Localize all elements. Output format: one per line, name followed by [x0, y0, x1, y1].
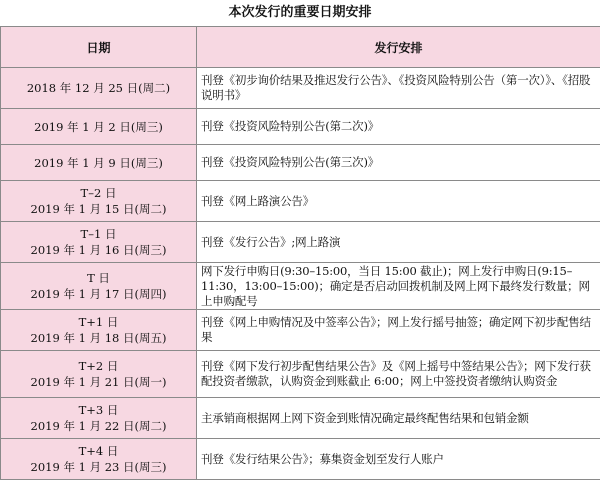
table-row: [1, 68, 600, 109]
table-row: [1, 310, 600, 351]
table-row: [1, 109, 600, 145]
date-text: 2019 年 1 月 16 日(周三): [5, 242, 192, 258]
day-label: T+4 日: [5, 443, 192, 459]
table-row: [1, 145, 600, 181]
date-text: 2019 年 1 月 21 日(周一): [5, 374, 192, 390]
arrangement-cell: 网下发行申购日(9:30–15:00，当日 15:00 截止)；网上发行申购日(9:15–11:30，13:00–15:00)；确定是否启动回拨机制及网上网下最终发行数量；网上申购配号: [197, 263, 600, 310]
day-label: T+3 日: [5, 402, 192, 418]
date-text: 2019 年 1 月 23 日(周三): [5, 459, 192, 475]
date-text: 2019 年 1 月 15 日(周二): [5, 201, 192, 217]
date-cell: [1, 351, 197, 398]
date-cell: [1, 222, 197, 263]
date-text: 2019 年 1 月 22 日(周二): [5, 418, 192, 434]
table-title: 本次发行的重要日期安排: [0, 0, 600, 26]
date-text: 2019 年 1 月 18 日(周五): [5, 330, 192, 346]
date-cell: [1, 439, 197, 480]
arrangement-cell: 刊登《网上路演公告》: [197, 181, 600, 222]
arrangement-cell: 刊登《网上申购情况及中签率公告》；网上发行摇号抽签；确定网下初步配售结果: [197, 310, 600, 351]
arrangement-cell: 刊登《投资风险特别公告(第二次)》: [197, 109, 600, 145]
arrangement-cell: 刊登《发行公告》;网上路演: [197, 222, 600, 263]
day-label: T–2 日: [5, 185, 192, 201]
date-cell: [1, 181, 197, 222]
table-row: [1, 398, 600, 439]
arrangement-cell: 主承销商根据网上网下资金到账情况确定最终配售结果和包销金额: [197, 398, 600, 439]
header-row: [1, 27, 600, 68]
day-label: T–1 日: [5, 226, 192, 242]
day-label: T+1 日: [5, 314, 192, 330]
date-text: 2019 年 1 月 2 日(周三): [5, 119, 192, 135]
arrangement-cell: 刊登《投资风险特别公告(第三次)》: [197, 145, 600, 181]
arrangement-cell: 刊登《网下发行初步配售结果公告》及《网上摇号中签结果公告》；网下发行获配投资者缴款，认购资金到账截止 6:00；网上中签投资者缴纳认购资金: [197, 351, 600, 398]
day-label: T 日: [5, 270, 192, 286]
table-row: [1, 439, 600, 480]
date-cell: [1, 109, 197, 145]
date-cell: [1, 145, 197, 181]
date-text: 2019 年 1 月 9 日(周三): [5, 155, 192, 171]
date-cell: [1, 263, 197, 310]
table-row: [1, 222, 600, 263]
date-cell: [1, 68, 197, 109]
table-row: [1, 351, 600, 398]
date-cell: [1, 398, 197, 439]
date-text: 2018 年 12 月 25 日(周二): [5, 80, 192, 96]
arrangement-cell: 刊登《初步询价结果及推迟发行公告》、《投资风险特别公告（第一次）》、《招股说明书》: [197, 68, 600, 109]
date-cell: [1, 310, 197, 351]
date-text: 2019 年 1 月 17 日(周四): [5, 286, 192, 302]
schedule-table: [0, 26, 600, 480]
header-arrangement: 发行安排: [197, 27, 600, 68]
table-row: [1, 181, 600, 222]
header-date: 日期: [1, 27, 197, 68]
table-row: [1, 263, 600, 310]
arrangement-cell: 刊登《发行结果公告》；募集资金划至发行人账户: [197, 439, 600, 480]
day-label: T+2 日: [5, 358, 192, 374]
